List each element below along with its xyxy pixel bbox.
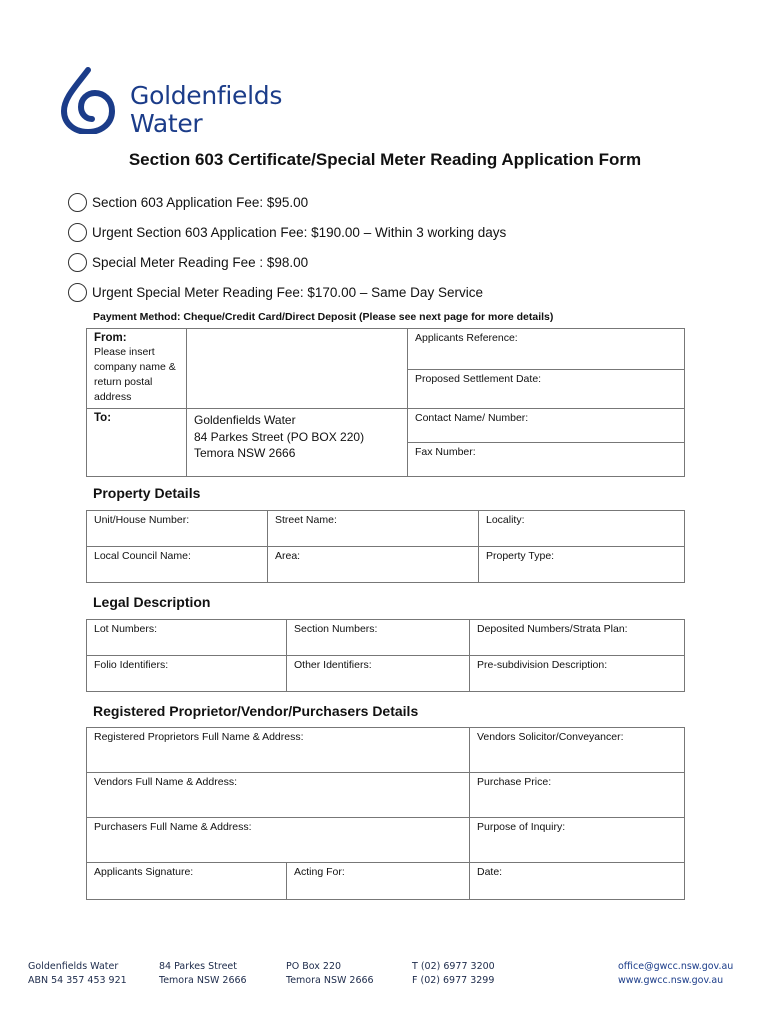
area-label: Area: — [275, 550, 301, 562]
presub-field[interactable] — [470, 656, 685, 692]
vendor-full-field[interactable] — [87, 773, 470, 818]
page-title: Section 603 Certificate/Special Meter Reading Application Form — [128, 150, 642, 169]
header-table — [86, 328, 685, 477]
radio-button[interactable] — [68, 193, 87, 212]
footer-pobox: PO Box 220 — [286, 961, 342, 972]
option-special-meter[interactable] — [68, 251, 308, 273]
footer-street: 84 Parkes Street — [159, 961, 237, 972]
footer-abn: ABN 54 357 453 921 — [28, 975, 127, 986]
footer-pobox-town: Temora NSW 2666 — [286, 975, 374, 986]
proprietor-heading: Registered Proprietor/Vendor/Purchasers Details — [93, 703, 419, 719]
option-label: Section 603 Application Fee: $95.00 — [92, 194, 309, 210]
footer-col-contact — [618, 960, 733, 988]
unit-field[interactable] — [87, 511, 268, 547]
brand-name-line2: Water — [130, 109, 203, 138]
option-urgent-special-meter[interactable] — [68, 281, 483, 303]
section-label: Section Numbers: — [294, 623, 378, 635]
radio-button[interactable] — [68, 223, 87, 242]
option-label: Urgent Section 603 Application Fee: $190.00 – Within 3 working days — [92, 224, 507, 240]
council-label: Local Council Name: — [94, 550, 191, 562]
locality-field[interactable] — [479, 511, 685, 547]
signature-field[interactable] — [87, 863, 287, 900]
contact-field[interactable] — [408, 409, 685, 443]
area-field[interactable] — [268, 547, 479, 583]
property-type-field[interactable] — [479, 547, 685, 583]
footer-col-phone — [412, 960, 495, 988]
presub-label: Pre-subdivision Description: — [477, 659, 608, 671]
footer-org-name: Goldenfields Water — [28, 961, 119, 972]
price-label: Purchase Price: — [477, 776, 552, 788]
to-cell — [87, 409, 187, 477]
legal-table — [86, 619, 685, 692]
settlement-date-field[interactable] — [408, 369, 685, 408]
from-cell — [87, 329, 187, 409]
settlement-date-label: Proposed Settlement Date: — [415, 372, 542, 385]
radio-button[interactable] — [68, 283, 87, 302]
folio-field[interactable] — [87, 656, 287, 692]
property-table — [86, 510, 685, 583]
footer-email-link[interactable]: office@gwcc.nsw.gov.au — [618, 961, 734, 972]
footer-col-org — [28, 960, 127, 988]
legal-heading: Legal Description — [93, 594, 211, 610]
purchaser-full-field[interactable] — [87, 818, 470, 863]
purchaser-full-label: Purchasers Full Name & Address: — [94, 821, 252, 833]
to-address — [187, 409, 408, 477]
proprietor-table — [86, 727, 685, 900]
date-field[interactable] — [470, 863, 685, 900]
reg-full-field[interactable] — [87, 728, 470, 773]
option-section-603[interactable] — [68, 191, 308, 213]
footer-col-street — [159, 960, 247, 988]
from-field[interactable] — [187, 329, 408, 409]
inquiry-field[interactable] — [470, 818, 685, 863]
folio-label: Folio Identifiers: — [94, 659, 169, 671]
solicitor-field[interactable] — [470, 728, 685, 773]
payment-method: Payment Method: Cheque/Credit Card/Direct Deposit (Please see next page for more details) — [93, 311, 554, 323]
inquiry-label: Purpose of Inquiry: — [477, 821, 566, 833]
locality-label: Locality: — [486, 514, 525, 526]
price-field[interactable] — [470, 773, 685, 818]
brand-name-line1: Goldenfields — [130, 81, 283, 110]
street-field[interactable] — [268, 511, 479, 547]
lot-label: Lot Numbers: — [94, 623, 158, 635]
to-line1: Goldenfields Water — [194, 413, 296, 427]
brand-logo — [58, 66, 298, 136]
property-type-label: Property Type: — [486, 550, 555, 562]
from-label: From: — [94, 332, 127, 344]
other-field[interactable] — [287, 656, 470, 692]
radio-button[interactable] — [68, 253, 87, 272]
date-label: Date: — [477, 866, 503, 878]
deposited-label: Deposited Numbers/Strata Plan: — [477, 623, 628, 635]
vendor-full-label: Vendors Full Name & Address: — [94, 776, 237, 788]
signature-label: Applicants Signature: — [94, 866, 194, 878]
fax-label: Fax Number: — [415, 446, 476, 458]
contact-label: Contact Name/ Number: — [415, 412, 529, 424]
acting-label: Acting For: — [294, 866, 345, 878]
from-hint: Please insert company name & return postal address — [94, 346, 176, 403]
unit-label: Unit/House Number: — [94, 514, 190, 526]
water-drop-icon — [58, 66, 118, 134]
lot-field[interactable] — [87, 620, 287, 656]
option-label: Special Meter Reading Fee : $98.00 — [92, 254, 309, 270]
reg-full-label: Registered Proprietors Full Name & Address: — [94, 731, 304, 743]
footer-town: Temora NSW 2666 — [159, 975, 247, 986]
property-heading: Property Details — [93, 485, 201, 501]
fax-field[interactable] — [408, 443, 685, 477]
section-field[interactable] — [287, 620, 470, 656]
solicitor-label: Vendors Solicitor/Conveyancer: — [477, 731, 624, 743]
footer-website-link[interactable]: www.gwcc.nsw.gov.au — [618, 975, 724, 986]
applicants-reference-label: Applicants Reference: — [415, 332, 518, 344]
option-urgent-section-603[interactable] — [68, 221, 506, 243]
other-label: Other Identifiers: — [294, 659, 372, 671]
option-label: Urgent Special Meter Reading Fee: $170.00 – Same Day Service — [92, 284, 483, 300]
footer-col-pobox — [286, 960, 374, 988]
applicants-reference-field[interactable] — [408, 329, 685, 370]
to-line2: 84 Parkes Street (PO BOX 220) — [194, 429, 365, 444]
to-line3: Temora NSW 2666 — [194, 446, 296, 460]
street-label: Street Name: — [275, 514, 337, 526]
to-label: To: — [94, 412, 112, 424]
footer-fax: F (02) 6977 3299 — [412, 975, 495, 986]
acting-field[interactable] — [287, 863, 470, 900]
council-field[interactable] — [87, 547, 268, 583]
footer-phone: T (02) 6977 3200 — [412, 961, 495, 972]
deposited-field[interactable] — [470, 620, 685, 656]
